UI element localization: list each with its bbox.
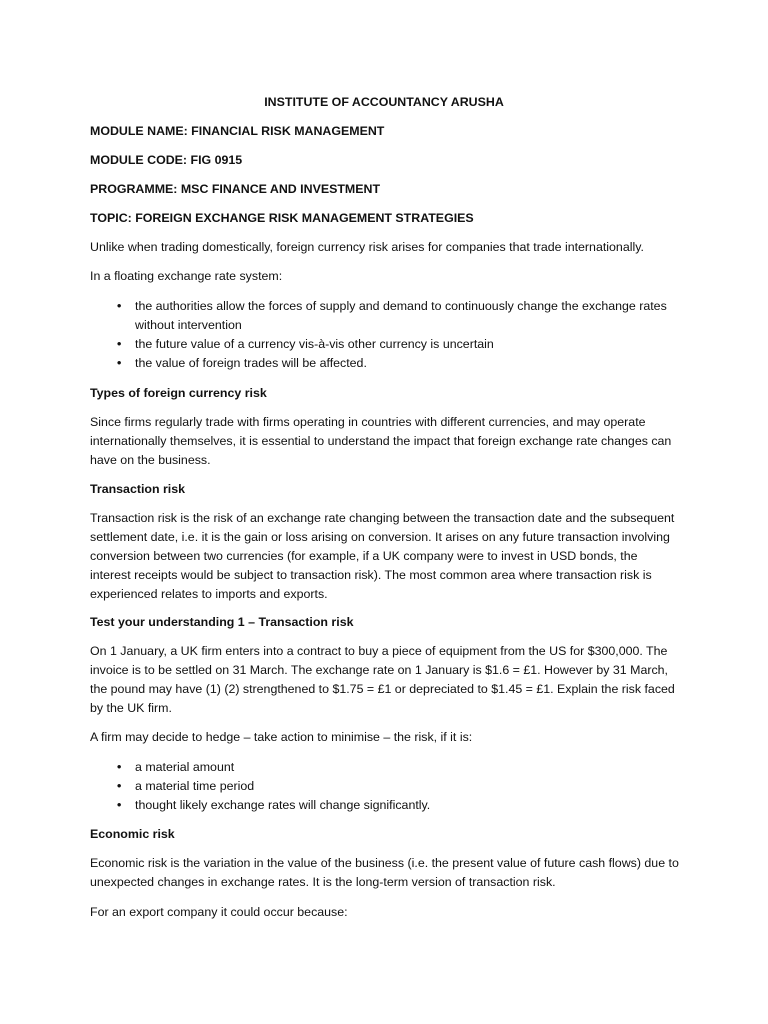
floating-heading: In a floating exchange rate system: [90,269,283,283]
bullet-icon: • [117,337,122,351]
list-item: • a material amount [90,758,680,777]
bullet-icon: • [117,779,122,793]
intro-paragraph: Unlike when trading domestically, foreign currency risk arises for companies that trade internationally. [90,240,644,254]
bullet-icon: • [117,760,122,774]
module-name: MODULE NAME: FINANCIAL RISK MANAGEMENT [90,124,385,138]
module-code: MODULE CODE: FIG 0915 [90,153,243,167]
list-item: • the value of foreign trades will be affected. [90,354,680,373]
transaction-heading: Transaction risk [90,482,186,496]
institute-title: INSTITUTE OF ACCOUNTANCY ARUSHA [264,95,504,109]
topic: TOPIC: FOREIGN EXCHANGE RISK MANAGEMENT STRATEGIES [90,211,474,225]
list-item: • the future value of a currency vis-à-vis other currency is uncertain [90,335,680,354]
bullet-icon: • [117,798,122,812]
test-paragraph: On 1 January, a UK firm enters into a contract to buy a piece of equipment from the US for $300,000. The invoice is to be settled on 31 March. The exchange rate on 1 January is $1.6 = £1. However by 31 March, the pound may have (1) (2) strengthened to $1.75 = £1 or depreciated to $1.45 = £1. Explain the risk faced by the UK firm. [90,644,675,715]
floating-bullet-list [90,297,680,373]
programme: PROGRAMME: MSC FINANCE AND INVESTMENT [90,182,381,196]
types-heading: Types of foreign currency risk [90,386,267,400]
list-item: • the authorities allow the forces of supply and demand to continuously change the exchange rates without intervention [117,299,667,332]
list-item: • a material time period [90,777,680,796]
hedge-bullet-list [90,758,680,815]
types-paragraph: Since firms regularly trade with firms operating in countries with different currencies, and may operate internationally themselves, it is essential to understand the impact that foreign exchange rate changes can have on the business. [90,415,672,467]
bullet-icon: • [117,356,122,370]
hedge-intro: A firm may decide to hedge – take action to minimise – the risk, if it is: [90,730,473,744]
bullet-icon: • [117,299,122,313]
test-heading: Test your understanding 1 – Transaction risk [90,615,354,629]
export-paragraph: For an export company it could occur because: [90,905,348,919]
economic-paragraph: Economic risk is the variation in the value of the business (i.e. the present value of future cash flows) due to unexpected changes in exchange rates. It is the long-term version of transaction risk. [90,856,679,889]
list-item: • thought likely exchange rates will change significantly. [90,796,680,815]
transaction-paragraph: Transaction risk is the risk of an exchange rate changing between the transaction date and the subsequent settlement date, i.e. it is the gain or loss arising on conversion. It arises on any future transaction involving conversion between two currencies (for example, if a UK company were to invest in USD bonds, the interest receipts would be subject to transaction risk). The most common area where transaction risk is experienced relates to imports and exports. [90,511,675,601]
economic-heading: Economic risk [90,827,175,841]
